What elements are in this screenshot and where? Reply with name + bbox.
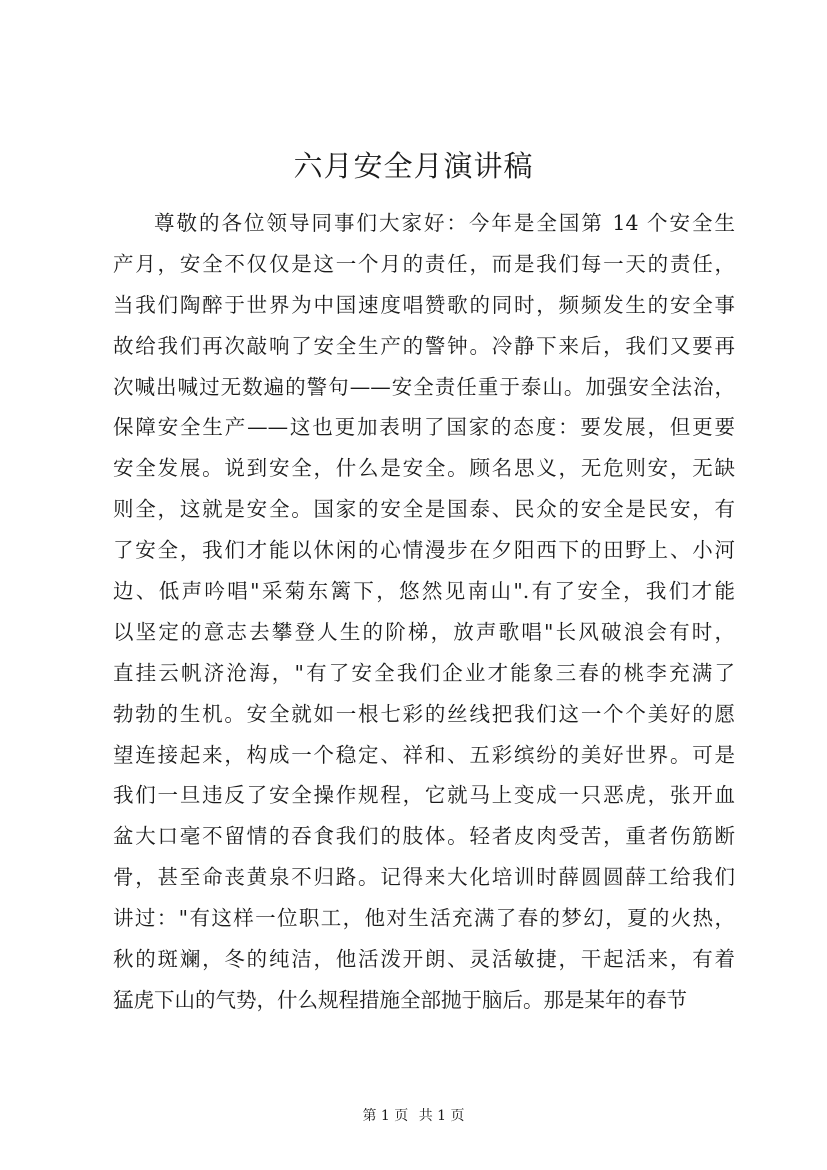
document-body [113,203,735,1021]
page-number: 第 1 页 [362,1108,409,1124]
page-footer [0,1106,827,1126]
body-line: 则全，这就是安全。国家的安全是国泰、民众的安全是民安，有 [113,497,735,522]
body-line: 次喊出喊过无数遍的警句——安全责任重于泰山。加强安全法治， [113,374,735,399]
page-total: 共 1 页 [418,1108,465,1124]
body-line: 尊敬的各位领导同事们大家好：今年是全国第 14 个安全生 [154,211,735,235]
body-line: 望连接起来，构成一个稳定、祥和、五彩缤纷的美好世界。可是 [113,742,735,767]
body-line: 勃勃的生机。安全就如一根七彩的丝线把我们这一个个美好的愿 [113,701,735,726]
body-line: 产月，安全不仅仅是这一个月的责任，而是我们每一天的责任， [113,251,735,276]
body-line: 讲过："有这样一位职工，他对生活充满了春的梦幻，夏的火热， [113,906,735,931]
body-line: 保障安全生产——这也更加表明了国家的态度：要发展，但更要 [113,415,735,440]
body-line: 秋的斑斓，冬的纯洁，他活泼开朗、灵活敏捷，干起活来，有着 [113,947,735,972]
body-line: 我们一旦违反了安全操作规程，它就马上变成一只恶虎，张开血 [113,783,735,808]
body-line: 当我们陶醉于世界为中国速度唱赞歌的同时，频频发生的安全事 [113,292,735,317]
body-line: 直挂云帆济沧海，"有了安全我们企业才能象三春的桃李充满了 [113,660,735,685]
body-line: 猛虎下山的气势，什么规程措施全部抛于脑后。那是某年的春节 [113,987,687,1012]
body-line: 骨，甚至命丧黄泉不归路。记得来大化培训时薛圆圆薛工给我们 [113,865,735,890]
body-line: 故给我们再次敲响了安全生产的警钟。冷静下来后，我们又要再 [113,333,735,358]
body-line: 以坚定的意志去攀登人生的阶梯，放声歌唱"长风破浪会有时， [113,619,735,644]
body-line: 边、低声吟唱"采菊东篱下，悠然见南山".有了安全，我们才能 [113,579,735,604]
document-title: 六月安全月演讲稿 [293,149,534,183]
body-line: 盆大口毫不留情的吞食我们的肢体。轻者皮肉受苦，重者伤筋断 [113,824,735,849]
body-line: 了安全，我们才能以休闲的心情漫步在夕阳西下的田野上、小河 [113,538,735,563]
body-line: 安全发展。说到安全，什么是安全。顾名思义，无危则安，无缺 [113,456,735,481]
